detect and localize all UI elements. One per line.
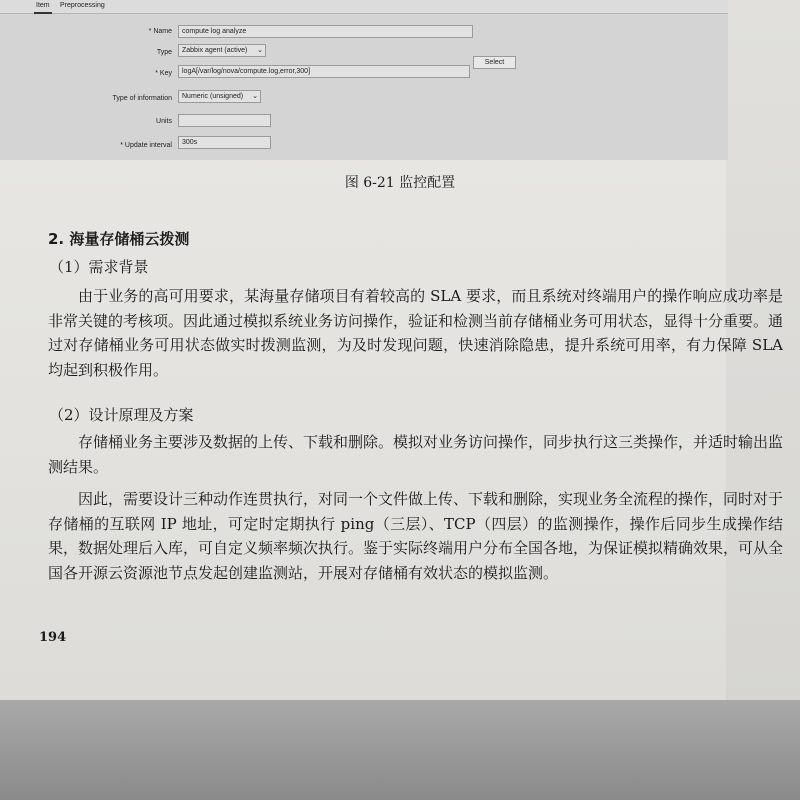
figure-caption: 图 6-21 监控配置 xyxy=(344,175,456,191)
units-input[interactable] xyxy=(178,114,271,127)
paragraph-1: 由于业务的高可用要求，某海量存储项目有着较高的 SLA 要求，而且系统对终端用户的操作响应成功率是非常关键的考核项。因此通过模拟系统业务访问操作，验证和检测当前存储桶业务可用状态，显得十分重要。通过对存储桶业务可用状态做实时拨测监测，为及时发现问题，快速消除隐患，提升系统可用率，有力保障 SLA 均起到积极作用。 xyxy=(48,287,784,379)
tab-item[interactable]: Item xyxy=(34,0,52,14)
type-select-value: Zabbix agent (active) xyxy=(182,47,248,54)
update-interval-label: * Update interval xyxy=(120,142,172,149)
chevron-down-icon: ⌄ xyxy=(252,93,258,100)
paragraph-3: 因此，需要设计三种动作连贯执行，对同一个文件做上传、下载和删除，实现业务全流程的操作，同时对于存储桶的互联网 IP 地址，可定时定期执行 ping（三层）、TCP（四层）的监测操作，操作后同步生成操作结果，数据处理后入库，可自定义频率频次执行。鉴于实际终端用户分布全国各地，为保证模拟精确效果，可从全国各开源云资源池节点发起创建监测站，开展对存储桶有效状态的模拟监测。 xyxy=(48,490,784,582)
paragraph-2: 存储桶业务主要涉及数据的上传、下载和删除。模拟对业务访问操作，同步执行这三类操作，并适时输出监测结果。 xyxy=(48,433,784,476)
key-label: * Key xyxy=(155,70,172,77)
update-interval-input[interactable]: 300s xyxy=(178,136,271,149)
select-button[interactable]: Select xyxy=(473,56,516,69)
subsection-title-1: （1）需求背景 xyxy=(49,258,149,276)
tab-bar xyxy=(0,0,728,14)
tab-preprocessing[interactable]: Preprocessing xyxy=(60,2,105,9)
name-input[interactable]: compute log analyze xyxy=(178,25,473,38)
section-title: 2. 海量存储桶云拨测 xyxy=(48,230,190,248)
background-surface xyxy=(0,700,800,800)
type-of-information-label: Type of information xyxy=(112,95,172,102)
type-of-information-value: Numeric (unsigned) xyxy=(182,93,244,100)
units-label: Units xyxy=(156,118,172,125)
key-input[interactable]: logA[/var/log/nova/compute.log,error,300] xyxy=(178,65,470,78)
type-of-information-select[interactable] xyxy=(178,90,261,103)
page-number: 194 xyxy=(39,630,67,645)
subsection-title-2: （2）设计原理及方案 xyxy=(49,406,194,424)
type-select[interactable] xyxy=(178,44,266,57)
chevron-down-icon: ⌄ xyxy=(257,47,263,54)
name-label: * Name xyxy=(148,28,172,35)
zabbix-item-screenshot xyxy=(0,0,728,160)
type-label: Type xyxy=(156,49,172,56)
